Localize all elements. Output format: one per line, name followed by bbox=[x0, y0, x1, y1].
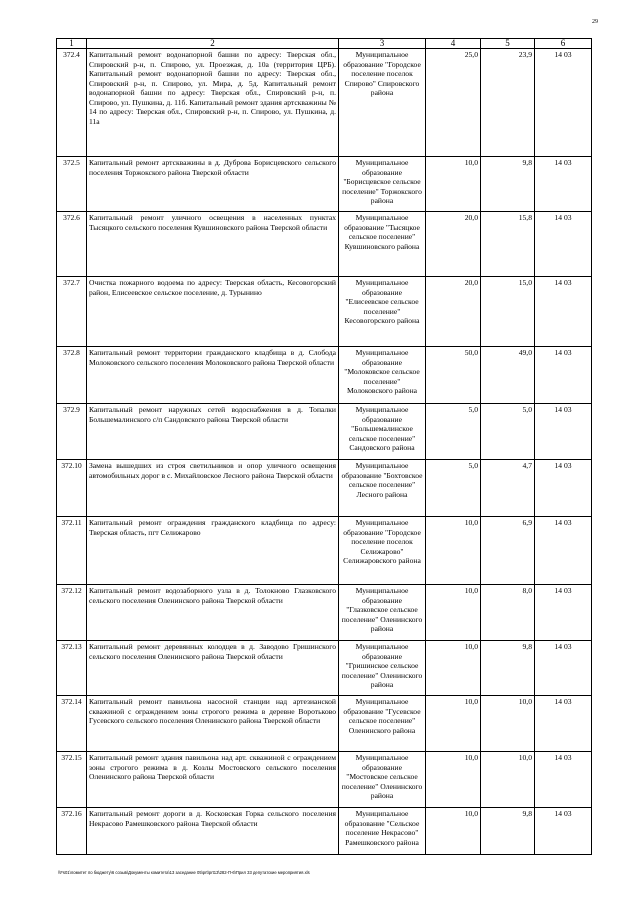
row-value-col4: 10,0 bbox=[426, 752, 481, 808]
row-value-col4: 5,0 bbox=[426, 404, 481, 460]
row-code: 14 03 bbox=[535, 808, 592, 855]
row-organization: Муниципальное образование "Большемалинское сельское поселение" Сандовского района bbox=[339, 404, 426, 460]
page-number: 29 bbox=[592, 19, 598, 25]
appropriations-table bbox=[56, 38, 592, 855]
row-organization: Муниципальное образование "Мостовское сельское поселение" Оленинского района bbox=[339, 752, 426, 808]
row-code: 14 03 bbox=[535, 460, 592, 517]
row-code: 14 03 bbox=[535, 404, 592, 460]
row-code: 14 03 bbox=[535, 517, 592, 585]
table-row bbox=[57, 347, 592, 404]
row-code: 14 03 bbox=[535, 641, 592, 696]
row-organization: Муниципальное образование "Гусевское сельское поселение" Оленинского района bbox=[339, 696, 426, 752]
row-number: 372.4 bbox=[57, 49, 87, 157]
row-code: 14 03 bbox=[535, 49, 592, 157]
row-organization: Муниципальное образование "Борисцевское сельское поселение" Торжокского района bbox=[339, 157, 426, 212]
row-description: Капитальный ремонт здания павильона над арт. скважиной с ограждением зоны строгого режима в д. Козлы Мостовского сельского поселения Оленинского района Тверской области bbox=[87, 752, 339, 808]
table-row bbox=[57, 277, 592, 347]
table-row bbox=[57, 157, 592, 212]
table-row bbox=[57, 460, 592, 517]
header-col-6: 6 bbox=[535, 39, 592, 49]
row-value-col5: 23,9 bbox=[481, 49, 535, 157]
row-organization: Муниципальное образование "Гришинское сельское поселение" Оленинского района bbox=[339, 641, 426, 696]
row-code: 14 03 bbox=[535, 752, 592, 808]
table-row bbox=[57, 641, 592, 696]
row-value-col5: 15,8 bbox=[481, 212, 535, 277]
table-row bbox=[57, 808, 592, 855]
row-value-col4: 25,0 bbox=[426, 49, 481, 157]
row-number: 372.13 bbox=[57, 641, 87, 696]
row-number: 372.10 bbox=[57, 460, 87, 517]
file-path-footer: \\Fs01\ломитет по бюджету\6 созыв\Документы комитета\13 заседание 05\prt\prt13\282-П-6\Прил 33 депутатские мероприятия.xls bbox=[58, 870, 310, 875]
row-value-col4: 20,0 bbox=[426, 277, 481, 347]
row-description: Капитальный ремонт уличного освещения в населенных пунктах Тысяцкого сельского поселения Кувшиновского района Тверской области bbox=[87, 212, 339, 277]
row-value-col5: 10,0 bbox=[481, 696, 535, 752]
row-value-col4: 20,0 bbox=[426, 212, 481, 277]
row-description: Капитальный ремонт дороги в д. Косковская Горка сельского поселения Некрасово Рамешковского района Тверской области bbox=[87, 808, 339, 855]
row-description: Очистка пожарного водоема по адресу: Тверская область, Кесовогорский район, Елисеевское сельское поселение, д. Турынино bbox=[87, 277, 339, 347]
row-code: 14 03 bbox=[535, 212, 592, 277]
row-value-col5: 4,7 bbox=[481, 460, 535, 517]
row-description: Капитальный ремонт территории гражданского кладбища в д. Слобода Молоковского сельского поселения Молоковского района Тверской области bbox=[87, 347, 339, 404]
row-value-col5: 15,0 bbox=[481, 277, 535, 347]
row-description: Замена вышедших из строя светильников и опор уличного освещения автомобильных дорог в с. Михайловское Лесного района Тверской области bbox=[87, 460, 339, 517]
header-row bbox=[57, 39, 592, 49]
row-value-col5: 9,8 bbox=[481, 808, 535, 855]
row-organization: Муниципальное образование "Городское поселение поселок Спирово" Спировского района bbox=[339, 49, 426, 157]
row-value-col5: 49,0 bbox=[481, 347, 535, 404]
row-number: 372.12 bbox=[57, 585, 87, 641]
row-value-col4: 10,0 bbox=[426, 157, 481, 212]
table-row bbox=[57, 585, 592, 641]
header-col-4: 4 bbox=[426, 39, 481, 49]
row-value-col4: 10,0 bbox=[426, 585, 481, 641]
row-value-col5: 8,0 bbox=[481, 585, 535, 641]
header-col-5: 5 bbox=[481, 39, 535, 49]
row-description: Капитальный ремонт водонапорной башни по адресу: Тверская обл., Спировский р-н, п. Спирово, ул. Проезжая, д. 10а (территория ЦРБ). Капитальный ремонт водонапорной башни по адресу: Тверская обл., Спировский р-н, п. Спирово, ул. Мира, д. 5д. Капитальный ремонт водонапорной башни по адресу: Тверская обл., Спировский р-н, п. Спирово, ул. Пушкина, д. 11б. Капитальный ремонт здания артскважины № 14 по адресу: Тверская обл., Спировский р-н, п. Спирово, ул. Пушкина, д. 11а bbox=[87, 49, 339, 157]
row-number: 372.9 bbox=[57, 404, 87, 460]
header-col-2: 2 bbox=[87, 39, 339, 49]
row-code: 14 03 bbox=[535, 347, 592, 404]
row-number: 372.6 bbox=[57, 212, 87, 277]
row-number: 372.8 bbox=[57, 347, 87, 404]
table-row bbox=[57, 517, 592, 585]
row-value-col4: 10,0 bbox=[426, 696, 481, 752]
header-col-3: 3 bbox=[339, 39, 426, 49]
row-organization: Муниципальное образование "Сельское поселение Некрасово" Рамешковского района bbox=[339, 808, 426, 855]
row-number: 372.14 bbox=[57, 696, 87, 752]
row-value-col4: 5,0 bbox=[426, 460, 481, 517]
row-organization: Муниципальное образование "Городское поселение поселок Селижарово" Селижаровского района bbox=[339, 517, 426, 585]
row-value-col5: 9,8 bbox=[481, 641, 535, 696]
row-number: 372.11 bbox=[57, 517, 87, 585]
row-number: 372.15 bbox=[57, 752, 87, 808]
row-organization: Муниципальное образование "Молоковское сельское поселение" Молоковского района bbox=[339, 347, 426, 404]
table-row bbox=[57, 752, 592, 808]
row-description: Капитальный ремонт ограждения гражданского кладбища по адресу: Тверская область, пгт Селижарово bbox=[87, 517, 339, 585]
row-number: 372.7 bbox=[57, 277, 87, 347]
row-value-col5: 6,9 bbox=[481, 517, 535, 585]
row-value-col5: 5,0 bbox=[481, 404, 535, 460]
row-description: Капитальный ремонт водозаборного узла в д. Толокново Глазковского сельского поселения Оленинского района Тверской области bbox=[87, 585, 339, 641]
row-organization: Муниципальное образование "Тысяцкое сельское поселение" Кувшиновского района bbox=[339, 212, 426, 277]
row-description: Капитальный ремонт артскважины в д. Дуброва Борисцевского сельского поселения Торжокского района Тверской области bbox=[87, 157, 339, 212]
row-value-col5: 10,0 bbox=[481, 752, 535, 808]
row-value-col4: 10,0 bbox=[426, 641, 481, 696]
row-description: Капитальный ремонт павильона насосной станции над артезианской скважиной с ограждением зоны строгого режима в деревне Воротьково Гусевского сельского поселения Оленинского района Тверской области bbox=[87, 696, 339, 752]
row-organization: Муниципальное образование "Бохтовское сельское поселение" Лесного района bbox=[339, 460, 426, 517]
row-number: 372.16 bbox=[57, 808, 87, 855]
row-value-col4: 10,0 bbox=[426, 808, 481, 855]
table-row bbox=[57, 212, 592, 277]
table-row bbox=[57, 696, 592, 752]
row-description: Капитальный ремонт наружных сетей водоснабжения в д. Топалки Большемалинского с/п Сандовского района Тверской области bbox=[87, 404, 339, 460]
row-code: 14 03 bbox=[535, 696, 592, 752]
row-code: 14 03 bbox=[535, 277, 592, 347]
row-number: 372.5 bbox=[57, 157, 87, 212]
row-value-col4: 10,0 bbox=[426, 517, 481, 585]
row-value-col5: 9,8 bbox=[481, 157, 535, 212]
row-description: Капитальный ремонт деревянных колодцев в д. Заводово Гришинского сельского поселения Оленинского района Тверской области bbox=[87, 641, 339, 696]
row-code: 14 03 bbox=[535, 585, 592, 641]
row-organization: Муниципальное образование "Елисеевское сельское поселение" Кесовогорского района bbox=[339, 277, 426, 347]
table-row bbox=[57, 404, 592, 460]
row-organization: Муниципальное образование "Глазковское сельское поселение" Оленинского района bbox=[339, 585, 426, 641]
row-value-col4: 50,0 bbox=[426, 347, 481, 404]
header-col-1: 1 bbox=[57, 39, 87, 49]
row-code: 14 03 bbox=[535, 157, 592, 212]
table-row bbox=[57, 49, 592, 157]
